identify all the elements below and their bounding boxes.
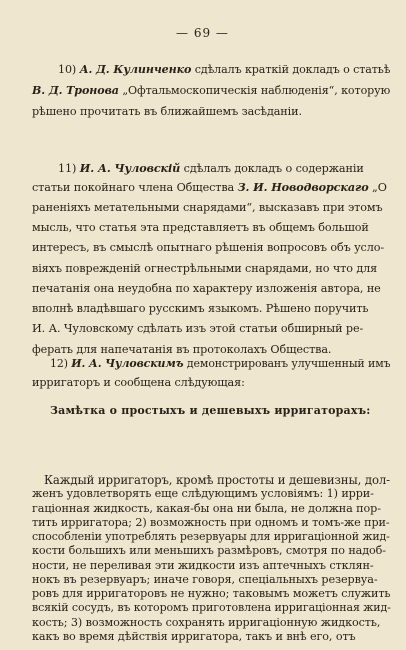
body-line: ности, не переливая эти жидкости изъ аптечныхъ стклян- (32, 558, 374, 572)
text-run: „О (368, 181, 387, 194)
body-line: ровъ для ирригаторовъ не нужно; таковымъ можетъ служить (32, 587, 391, 601)
text-run: сдѣлалъ краткій докладъ о статьѣ (191, 63, 391, 76)
author-name: В. Д. Тронова (32, 84, 119, 97)
paragraph-11-line-6: віяхъ поврежденій огнестрѣльными снарядами, но что для (32, 262, 378, 275)
paragraph-11-line-1 (58, 161, 364, 176)
paragraph-number: 12) (50, 357, 72, 370)
paragraph-11-line-2 (32, 180, 387, 195)
paragraph-12-line-1 (50, 357, 390, 371)
body-line: тить ирригатора; 2) возможность при одномъ и томъ-же при- (32, 515, 390, 529)
section-heading: Замѣтка о простыхъ и дешевыхъ ирригаторахъ: (50, 404, 371, 417)
body-line: кости большихъ или меньшихъ размѣровъ, смотря по надоб- (32, 544, 386, 558)
paragraph-11-line-5: интересъ, въ смыслѣ опытнаго рѣшенія вопросовъ объ усло- (32, 241, 385, 254)
text-run: статьи покойнаго члена Общества (32, 181, 238, 194)
paragraph-10-line-2 (32, 84, 390, 98)
text-run: демонстрированъ улучшенный имъ (183, 357, 391, 370)
paragraph-11-line-3: раненіяхъ метательными снарядами“, высказавъ при этомъ (32, 201, 383, 214)
author-name: И. А. Чуловскій (79, 161, 181, 175)
paragraph-number: 10) (58, 63, 80, 76)
text-run: сдѣлалъ докладъ о содержаніи (180, 162, 364, 175)
paragraph-12-line-2: ирригаторъ и сообщена слѣдующая: (32, 376, 245, 389)
paragraph-11-line-10: ферать для напечатанія въ протоколахъ Общества. (32, 343, 332, 356)
paragraph-number: 11) (58, 162, 80, 175)
paragraph-11-line-8: вполнѣ владѣвшаго русскимъ языкомъ. Рѣшено поручить (32, 302, 369, 315)
body-line: женъ удовлетворять еще слѣдующимъ условіямъ: 1) ирри- (32, 487, 374, 501)
page-number: — 69 — (176, 26, 229, 40)
paragraph-11-line-4: мысль, что статья эта представляетъ въ общемъ большой (32, 221, 369, 234)
author-name: З. И. Новодворскаго (237, 180, 369, 194)
paragraph-11-line-9: И. А. Чуловскому сдѣлать изъ этой статьи обширный ре- (32, 322, 364, 335)
author-name: И. А. Чуловскимъ (71, 357, 184, 370)
paragraph-10-line-3: рѣшено прочитать въ ближайшемъ засѣданіи. (32, 105, 302, 118)
text-run: „Офтальмоскопическія наблюденія“, которую (118, 84, 391, 97)
paragraph-10-line-1 (58, 63, 390, 77)
body-line: кость; 3) возможность сохранять ирригаціонную жидкость, (32, 615, 381, 629)
author-name: А. Д. Кулинченко (79, 63, 192, 76)
body-line: всякій сосудъ, въ которомъ приготовлена ирригаціонная жид- (32, 601, 391, 615)
body-line: Каждый ирригаторъ, кромѣ простоты и дешевизны, дол- (44, 473, 390, 487)
paragraph-11-line-7: печатанія она неудобна по характеру изложенія автора, не (32, 282, 381, 295)
body-line: способленіи употреблять резервуары для ирригаціонной жид- (32, 530, 390, 544)
body-line: какъ во время дѣйствія ирригатора, такъ и внѣ его, отъ (32, 630, 356, 643)
body-line: гаціонная жидкость, какая-бы она ни была, не должна пор- (32, 501, 381, 515)
body-line: нокъ въ резервуаръ; иначе говоря, спеціальныхъ резервуа- (32, 572, 378, 586)
